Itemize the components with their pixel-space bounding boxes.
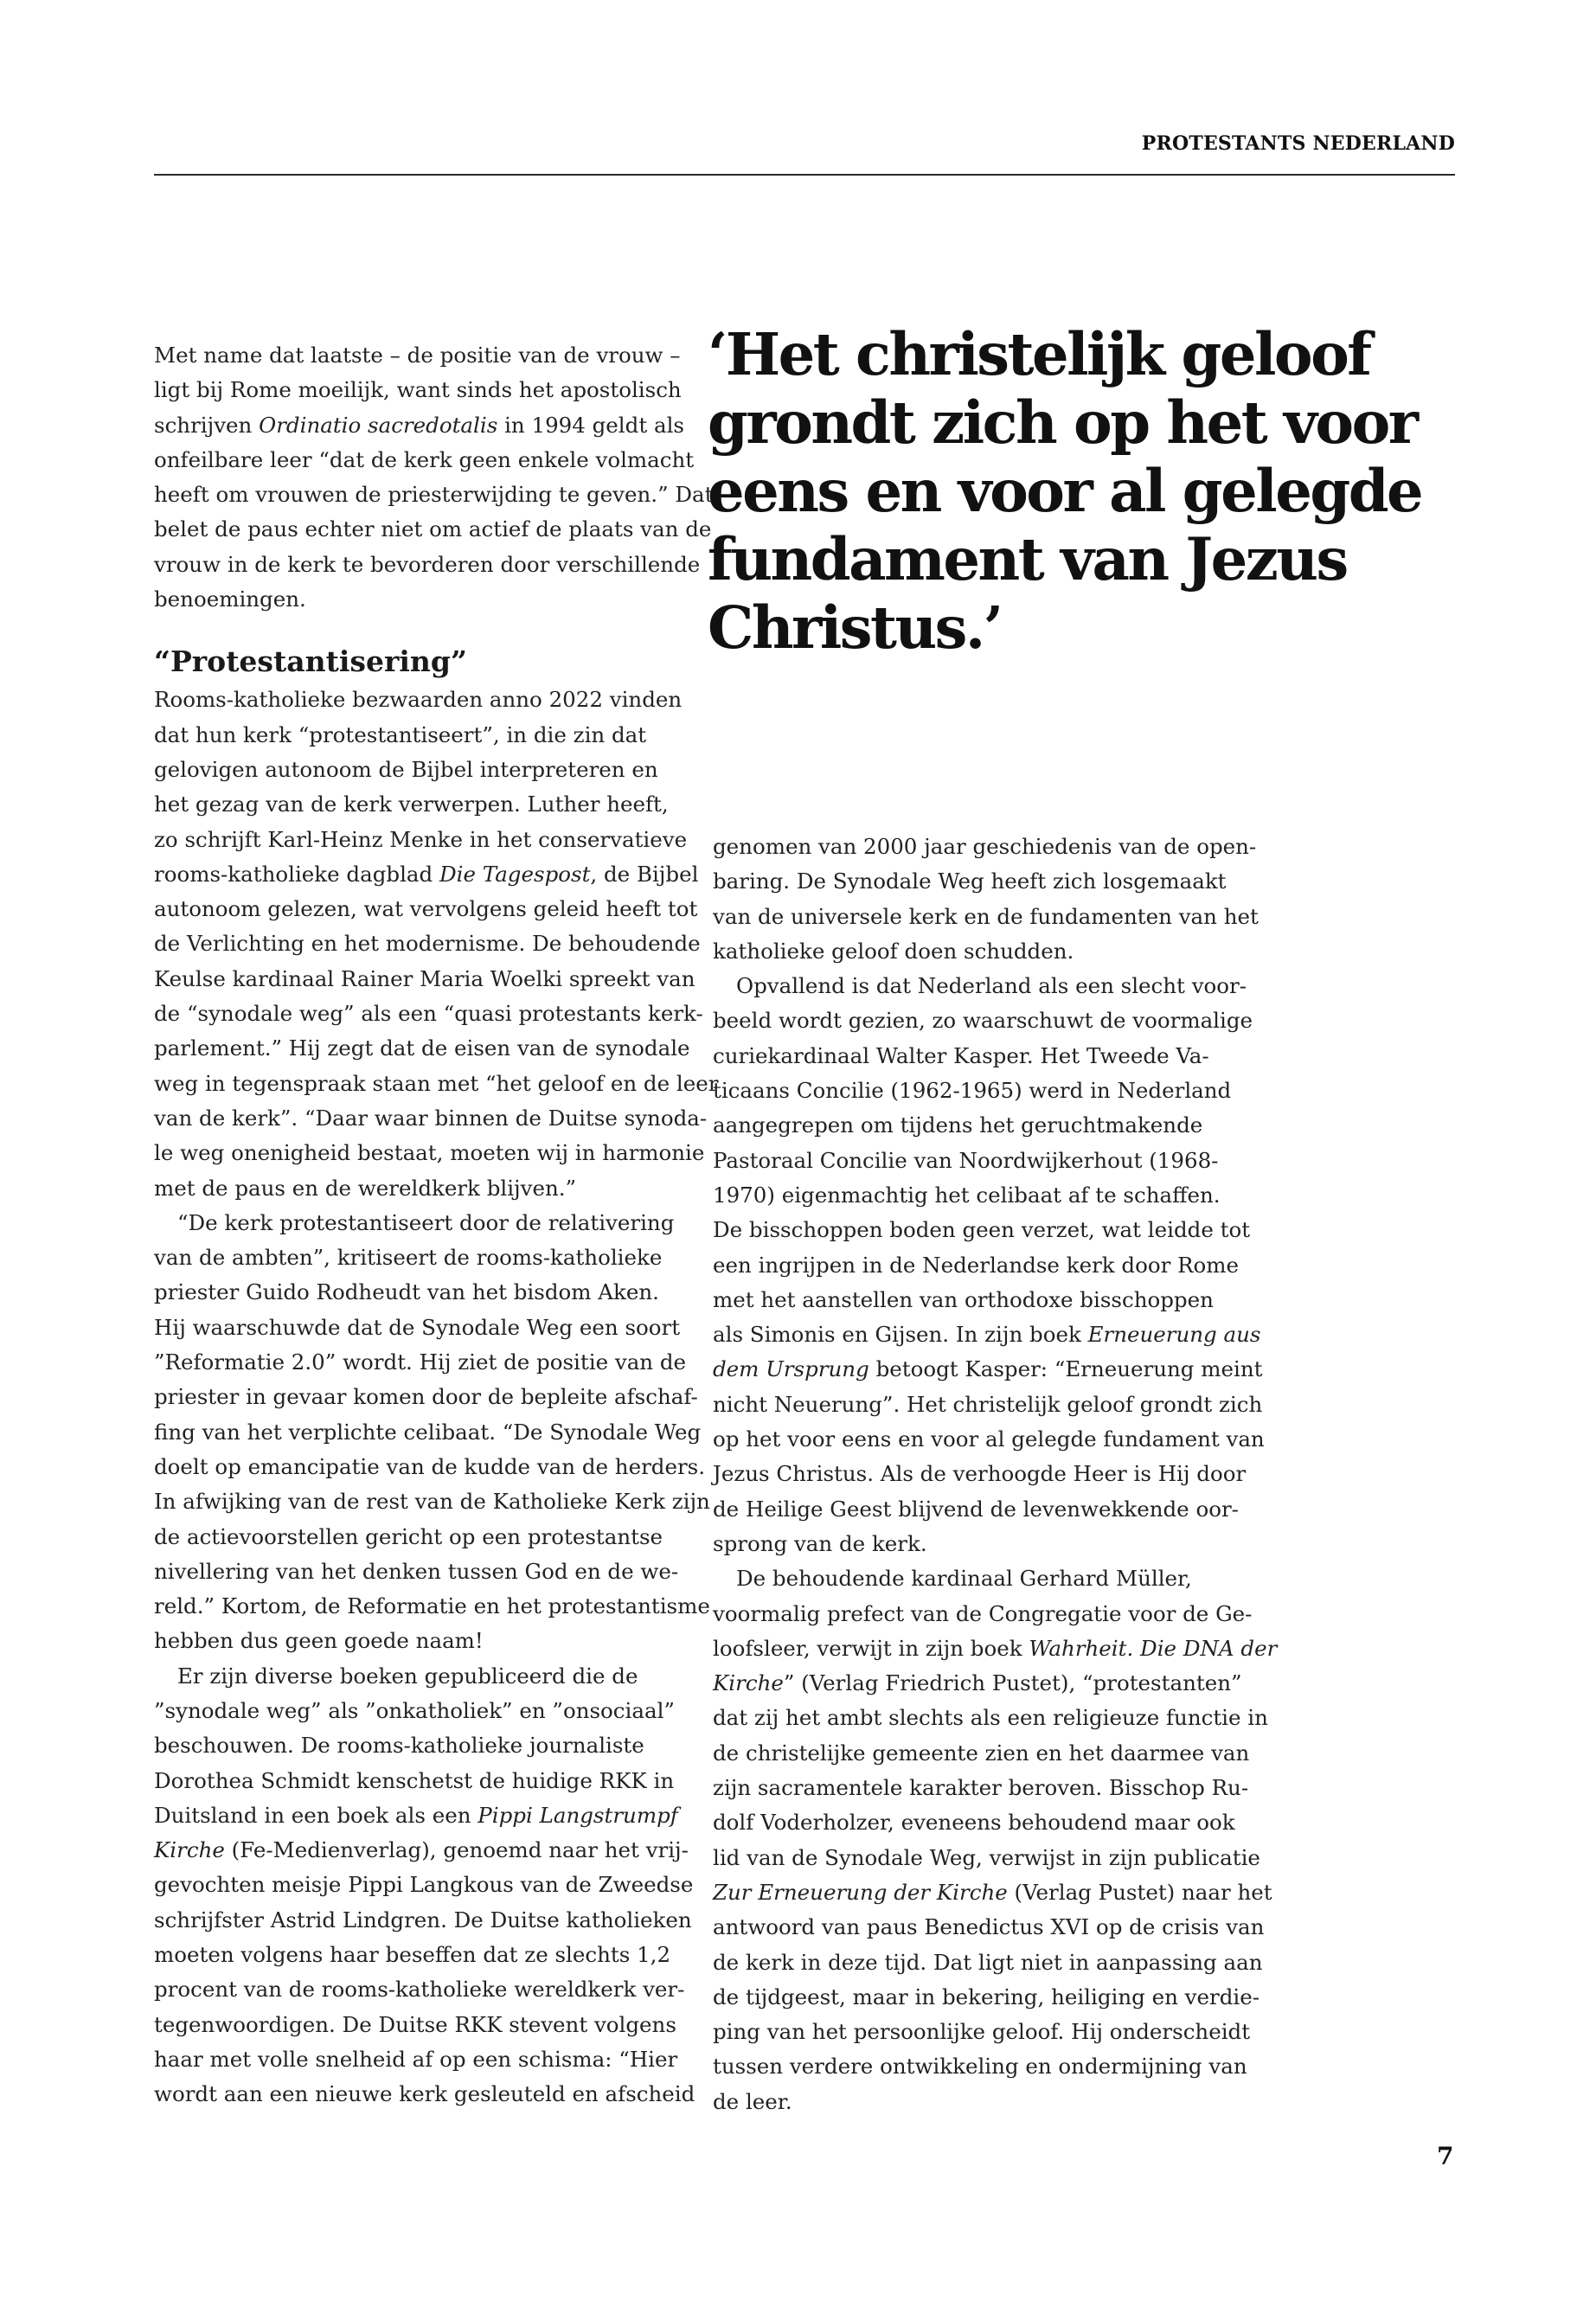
text-line: ”synodale weg” als ”onkatholiek” en ”onsociaal” <box>154 1697 675 1723</box>
text-line: de christelijke gemeente zien en het daarmee van <box>713 1740 1250 1766</box>
text-line: curiekardinaal Walter Kasper. Het Tweede Va- <box>713 1042 1209 1068</box>
right-column <box>713 830 1278 2119</box>
pull-quote-line: grondt zich op het voor <box>708 388 1417 457</box>
section-subheading: “Protestantisering” <box>154 644 467 679</box>
text-line: gelovigen autonoom de Bijbel interpreteren en <box>154 756 658 782</box>
text-line: de Heilige Geest blijvend de levenwekkende oor- <box>713 1496 1239 1522</box>
text-line: fing van het verplichte celibaat. “De Synodale Weg <box>154 1419 702 1445</box>
text-line: dem Ursprung betoogt Kasper: “Erneuerung meint <box>713 1356 1263 1382</box>
text-line: als Simonis en Gijsen. In zijn boek Erneuerung aus <box>713 1322 1261 1348</box>
text-line: zo schrijft Karl-Heinz Menke in het conservatieve <box>154 826 688 852</box>
text-line: Keulse kardinaal Rainer Maria Woelki spreekt van <box>154 965 695 991</box>
page-number: 7 <box>1437 2142 1454 2170</box>
text-line: schrijven Ordinatio sacredotalis in 1994 geldt als <box>154 412 684 438</box>
text-line: Jezus Christus. Als de verhoogde Heer is Hij door <box>713 1461 1247 1487</box>
text-line: moeten volgens haar beseffen dat ze slechts 1,2 <box>154 1942 671 1968</box>
text-line: le weg onenigheid bestaat, moeten wij in harmonie <box>154 1140 705 1166</box>
text-line: een ingrijpen in de Nederlandse kerk door Rome <box>713 1252 1240 1278</box>
text-line: parlement.” Hij zegt dat de eisen van de synodale <box>154 1035 690 1061</box>
text-line: De behoudende kardinaal Gerhard Müller, <box>736 1566 1192 1592</box>
text-line: Hij waarschuwde dat de Synodale Weg een soort <box>154 1314 681 1340</box>
text-line: wordt aan een nieuwe kerk gesleuteld en afscheid <box>154 2081 695 2107</box>
text-line: nivellering van het denken tussen God en de we- <box>154 1558 679 1584</box>
text-line: tegenwoordigen. De Duitse RKK stevent volgens <box>154 2011 676 2037</box>
text-line: baring. De Synodale Weg heeft zich losgemaakt <box>713 868 1227 894</box>
pull-quote <box>708 320 1469 662</box>
pull-quote-line: Christus.’ <box>708 593 1002 662</box>
text-line: hebben dus geen goede naam! <box>154 1628 484 1654</box>
pull-quote-line: eens en voor al gelegde <box>708 457 1422 525</box>
text-line: ligt bij Rome moeilijk, want sinds het apostolisch <box>154 377 682 403</box>
text-line: belet de paus echter niet om actief de plaats van de <box>154 516 712 542</box>
text-line: sprong van de kerk. <box>713 1530 927 1556</box>
text-line: dolf Voderholzer, eveneens behoudend maar ook <box>713 1810 1235 1836</box>
text-line: van de ambten”, kritiseert de rooms-katholieke <box>154 1245 663 1271</box>
text-line: haar met volle snelheid af op een schisma: “Hier <box>154 2046 678 2072</box>
text-line: doelt op emancipatie van de kudde van de herders. <box>154 1453 706 1479</box>
text-line: Duitsland in een boek als een Pippi Langstrumpf <box>154 1802 678 1828</box>
text-line: benoemingen. <box>154 586 306 612</box>
text-line: Met name dat laatste – de positie van de vrouw – <box>154 343 681 368</box>
section-label: PROTESTANTS NEDERLAND <box>1141 132 1455 155</box>
text-line: onfeilbare leer “dat de kerk geen enkele volmacht <box>154 446 695 472</box>
text-line: aangegrepen om tijdens het geruchtmakende <box>713 1112 1203 1138</box>
text-line: voormalig prefect van de Congregatie voor de Ge- <box>713 1600 1253 1626</box>
text-line: Zur Erneuerung der Kirche (Verlag Pustet) naar het <box>713 1879 1272 1905</box>
text-line: weg in tegenspraak staan met “het geloof en de leer <box>154 1070 719 1096</box>
text-line: dat zij het ambt slechts als een religieuze functie in <box>713 1705 1268 1731</box>
text-line: de actievoorstellen gericht op een protestantse <box>154 1523 663 1549</box>
text-line: reld.” Kortom, de Reformatie en het protestantisme <box>154 1593 710 1619</box>
text-line: heeft om vrouwen de priesterwijding te geven.” Dat <box>154 482 714 508</box>
text-line: ticaans Concilie (1962-1965) werd in Nederland <box>713 1078 1232 1104</box>
pull-quote-line: fundament van Jezus <box>708 525 1347 593</box>
text-line: schrijfster Astrid Lindgren. De Duitse katholieken <box>154 1907 692 1932</box>
text-line: de Verlichting en het modernisme. De behoudende <box>154 931 701 957</box>
text-line: Dorothea Schmidt kenschetst de huidige RKK in <box>154 1767 675 1793</box>
text-line: nicht Neuerung”. Het christelijk geloof grondt zich <box>713 1391 1263 1417</box>
text-line: de tijdgeest, maar in bekering, heiliging en verdie- <box>713 1984 1260 2009</box>
text-line: van de universele kerk en de fundamenten van het <box>713 903 1259 929</box>
text-line: “De kerk protestantiseert door de relativering <box>177 1209 675 1235</box>
text-line: beeld wordt gezien, zo waarschuwt de voormalige <box>713 1008 1253 1034</box>
text-line: katholieke geloof doen schudden. <box>713 938 1074 964</box>
text-line: priester in gevaar komen door de bepleite afschaf- <box>154 1384 698 1410</box>
text-line: rooms-katholieke dagblad Die Tagespost, de Bijbel <box>154 861 699 887</box>
text-line: Pastoraal Concilie van Noordwijkerhout (1968- <box>713 1147 1219 1173</box>
text-line: gevochten meisje Pippi Langkous van de Zweedse <box>154 1872 694 1898</box>
text-line: de kerk in deze tijd. Dat ligt niet in aanpassing aan <box>713 1949 1263 1975</box>
text-line: de leer. <box>713 2088 792 2114</box>
text-line: op het voor eens en voor al gelegde fundament van <box>713 1426 1265 1452</box>
left-column <box>154 338 719 2112</box>
text-line: met het aanstellen van orthodoxe bisschoppen <box>713 1286 1214 1312</box>
text-line: 1970) eigenmachtig het celibaat af te schaffen. <box>713 1182 1221 1208</box>
text-line: genomen van 2000 jaar geschiedenis van de open- <box>713 834 1257 859</box>
text-line: Kirche” (Verlag Friedrich Pustet), “protestanten” <box>713 1670 1242 1696</box>
text-line: met de paus en de wereldkerk blijven.” <box>154 1175 577 1201</box>
text-line: Rooms-katholieke bezwaarden anno 2022 vinden <box>154 687 683 713</box>
text-line: De bisschoppen boden geen verzet, wat leidde tot <box>713 1217 1251 1243</box>
text-line: het gezag van de kerk verwerpen. Luther heeft, <box>154 792 669 817</box>
text-line: In afwijking van de rest van de Katholieke Kerk zijn <box>154 1489 710 1515</box>
text-line: ping van het persoonlijke geloof. Hij onderscheidt <box>713 2019 1251 2045</box>
text-line: zijn sacramentele karakter beroven. Bisschop Ru- <box>713 1775 1249 1801</box>
text-line: vrouw in de kerk te bevorderen door verschillende <box>154 551 701 577</box>
text-line: Kirche (Fe-Medienverlag), genoemd naar het vrij- <box>154 1837 689 1863</box>
text-line: de “synodale weg” als een “quasi protestants kerk- <box>154 1001 703 1027</box>
text-line: lid van de Synodale Weg, verwijst in zijn publicatie <box>713 1844 1260 1870</box>
text-line: ”Reformatie 2.0” wordt. Hij ziet de positie van de <box>154 1349 687 1375</box>
page-header <box>154 130 1455 176</box>
text-line: tussen verdere ontwikkeling en ondermijning van <box>713 2054 1247 2080</box>
text-line: loofsleer, verwijt in zijn boek Wahrheit. Die DNA der <box>713 1635 1278 1661</box>
text-line: van de kerk”. “Daar waar binnen de Duitse synoda- <box>154 1105 708 1131</box>
pull-quote-line: ‘Het christelijk geloof <box>708 320 1370 388</box>
text-line: priester Guido Rodheudt van het bisdom Aken. <box>154 1279 659 1305</box>
text-line: dat hun kerk “protestantiseert”, in die zin dat <box>154 721 647 747</box>
text-line: procent van de rooms-katholieke wereldkerk ver- <box>154 1977 685 2003</box>
text-line: Er zijn diverse boeken gepubliceerd die de <box>177 1663 638 1689</box>
text-line: Opvallend is dat Nederland als een slecht voor- <box>736 973 1247 999</box>
text-line: antwoord van paus Benedictus XVI op de crisis van <box>713 1914 1265 1940</box>
text-line: autonoom gelezen, wat vervolgens geleid heeft tot <box>154 896 698 922</box>
text-line: beschouwen. De rooms-katholieke journaliste <box>154 1733 644 1759</box>
